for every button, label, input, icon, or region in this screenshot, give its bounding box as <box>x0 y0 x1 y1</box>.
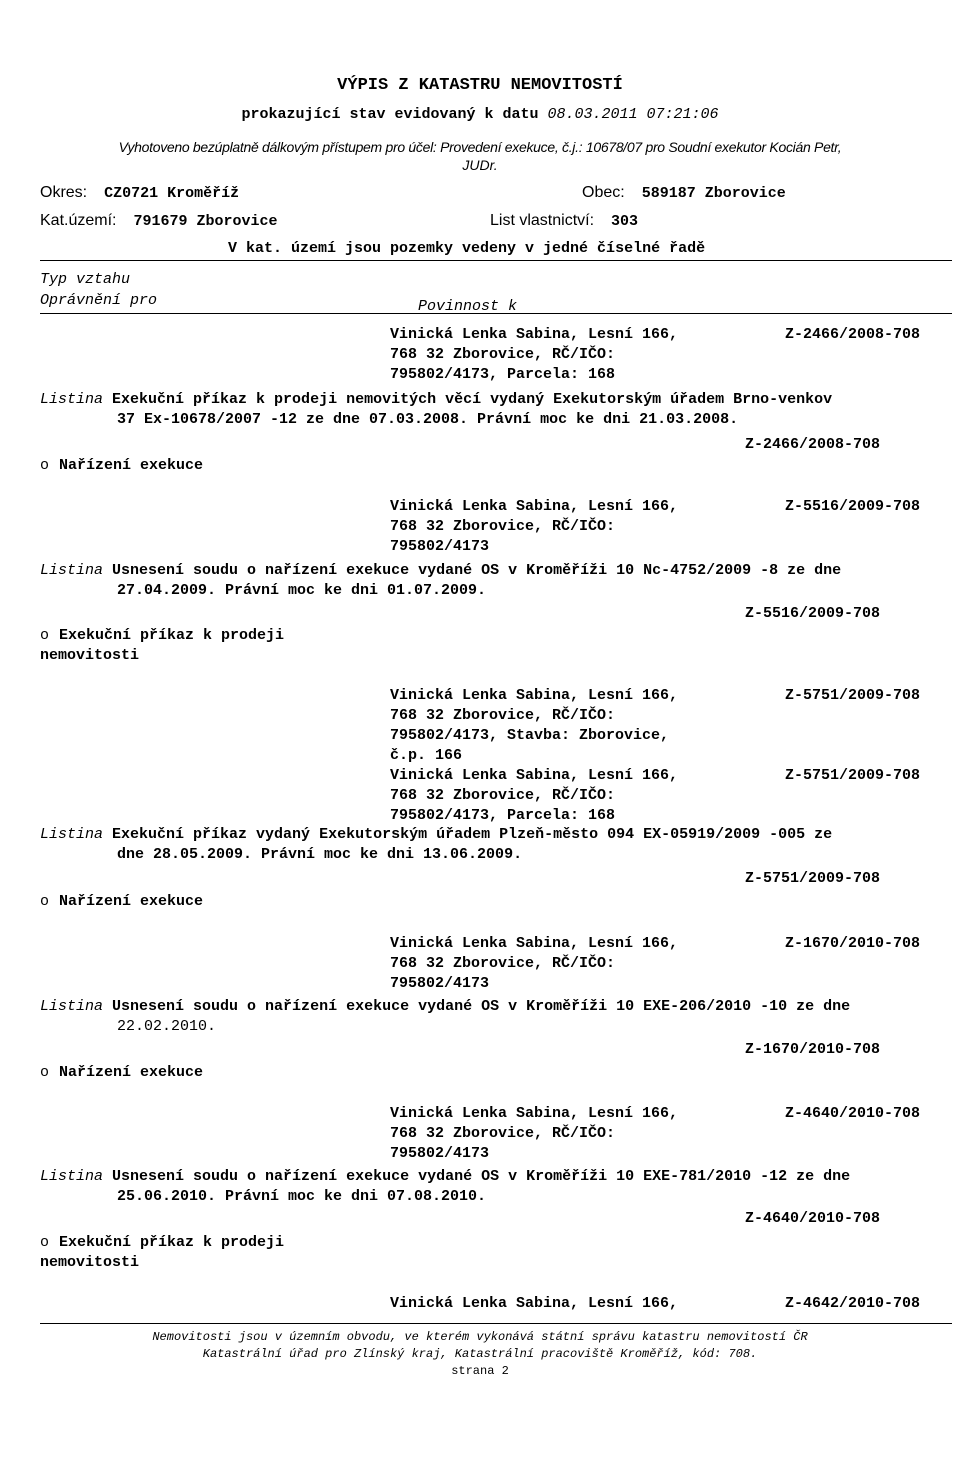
listina <box>40 390 930 430</box>
footer-rule <box>40 1323 952 1324</box>
party-line: Vinická Lenka Sabina, Lesní 166, Z-4640/2010-708 <box>390 1105 920 1122</box>
bullet-mark: o <box>40 627 50 644</box>
bullet-mark: o <box>40 1064 50 1081</box>
party-line: 768 32 Zborovice, RČ/IČO: <box>390 518 616 535</box>
listina-text: Usnesení soudu o nařízení exekuce vydané OS v Kroměříži 10 Nc-4752/2009 -8 ze dne <box>112 562 842 579</box>
footer-line-2: Katastrální úřad pro Zlínský kraj, Katastrální pracoviště Kroměříž, kód: 708. <box>202 1347 758 1361</box>
relation-type: o Nařízení exekuce <box>40 893 204 910</box>
party-line: 768 32 Zborovice, RČ/IČO: <box>390 346 616 363</box>
party-block <box>390 325 920 385</box>
listina-text-cont: 37 Ex-10678/2007 -12 ze dne 07.03.2008. Právní moc ke dni 21.03.2008. <box>117 411 739 428</box>
katuzemi-row <box>40 212 278 230</box>
party-line: 795802/4173 <box>390 975 490 992</box>
relation-type: o Exekuční příkaz k prodeji nemovitosti <box>40 1234 285 1271</box>
listina-text: Usnesení soudu o nařízení exekuce vydané OS v Kroměříži 10 EXE-206/2010 -10 ze dne <box>112 998 851 1015</box>
subtitle <box>0 106 960 123</box>
listina-text-cont: 27.04.2009. Právní moc ke dni 01.07.2009. <box>117 582 487 599</box>
katuzemi-value: 791679 Zborovice <box>133 213 278 230</box>
bullet-line-2: nemovitosti <box>40 647 140 664</box>
party-line: Vinická Lenka Sabina, Lesní 166, Z-5516/2009-708 <box>390 498 920 515</box>
footer-line-1: Nemovitosti jsou v územním obvodu, ve kterém vykonává státní správu katastru nemovitostí ČR <box>152 1330 808 1344</box>
z-reference: Z-2466/2008-708 <box>745 436 881 453</box>
column-rule <box>40 313 952 314</box>
obec-value: 589187 Zborovice <box>641 185 786 202</box>
party-line: 768 32 Zborovice, RČ/IČO: <box>390 1125 616 1142</box>
party-line: 795802/4173, Parcela: 168 <box>390 366 616 383</box>
listina <box>40 1167 930 1207</box>
listina <box>40 997 930 1037</box>
katuzemi-label: Kat.území: <box>40 212 117 229</box>
z-reference: Z-1670/2010-708 <box>745 1041 881 1058</box>
relation-type: o Nařízení exekuce <box>40 457 204 474</box>
party-line: Vinická Lenka Sabina, Lesní 166, Z-5751/2009-708 <box>390 767 920 784</box>
party-block <box>390 497 920 557</box>
page-title: VÝPIS Z KATASTRU NEMOVITOSTÍ <box>337 76 623 95</box>
party-line: Vinická Lenka Sabina, Lesní 166, Z-2466/2008-708 <box>390 326 920 343</box>
party-block <box>390 934 920 994</box>
header-rule <box>40 260 952 261</box>
purpose-line-2: JUDr. <box>462 157 498 173</box>
listina-text-cont: 25.06.2010. Právní moc ke dni 07.08.2010. <box>117 1188 487 1205</box>
party-line: 795802/4173, Stavba: Zborovice, <box>390 727 670 744</box>
party-block <box>390 1294 920 1314</box>
lv-value: 303 <box>611 213 639 230</box>
listina-label: Listina <box>40 391 104 408</box>
parcel-note: V kat. území jsou pozemky vedeny v jedné číselné řadě <box>228 240 706 257</box>
party-block <box>390 686 920 826</box>
party-line: 768 32 Zborovice, RČ/IČO: <box>390 787 616 804</box>
z-reference: Z-4640/2010-708 <box>745 1210 881 1227</box>
lv-row <box>490 212 638 230</box>
bullet-line-2: nemovitosti <box>40 1254 140 1271</box>
obec-label: Obec: <box>582 184 625 201</box>
page-number: strana 2 <box>451 1364 509 1378</box>
listina <box>40 825 930 865</box>
party-block <box>390 1104 920 1164</box>
column-opravneni-pro: Oprávnění pro <box>40 292 158 309</box>
listina-label: Listina <box>40 826 104 843</box>
listina <box>40 561 930 601</box>
party-line: Vinická Lenka Sabina, Lesní 166, Z-1670/2010-708 <box>390 935 920 952</box>
party-line: 768 32 Zborovice, RČ/IČO: <box>390 707 616 724</box>
listina-text: Exekuční příkaz vydaný Exekutorským úřadem Plzeň-město 094 EX-05919/2009 -005 ze <box>112 826 833 843</box>
listina-text-cont: dne 28.05.2009. Právní moc ke dni 13.06.2009. <box>117 846 523 863</box>
listina-label: Listina <box>40 1168 104 1185</box>
party-line: Vinická Lenka Sabina, Lesní 166, Z-5751/2009-708 <box>390 687 920 704</box>
relation-type: o Nařízení exekuce <box>40 1064 204 1081</box>
bullet-mark: o <box>40 893 50 910</box>
party-line: 795802/4173 <box>390 538 490 555</box>
listina-text-cont: 22.02.2010. <box>117 1018 217 1035</box>
column-typ-vztahu: Typ vztahu <box>40 271 131 288</box>
okres-value: CZ0721 Kroměříž <box>104 185 240 202</box>
party-line: 768 32 Zborovice, RČ/IČO: <box>390 955 616 972</box>
footer <box>100 1329 860 1380</box>
party-line: 795802/4173, Parcela: 168 <box>390 807 616 824</box>
okres-label: Okres: <box>40 184 88 201</box>
listina-label: Listina <box>40 562 104 579</box>
subtitle-prefix: prokazující stav evidovaný k datu <box>241 106 539 123</box>
listina-text: Exekuční příkaz k prodeji nemovitých věcí vydaný Exekutorským úřadem Brno-venkov <box>112 391 833 408</box>
z-reference: Z-5516/2009-708 <box>745 605 881 622</box>
listina-label: Listina <box>40 998 104 1015</box>
party-line: č.p. 166 <box>390 747 463 764</box>
subtitle-date: 08.03.2011 07:21:06 <box>547 106 719 123</box>
purpose-line-1: Vyhotoveno bezúplatně dálkovým přístupem pro účel: Provedení exekuce, č.j.: 10678/07 pro Soudní exekutor Kocián Petr, <box>118 139 842 155</box>
obec-row <box>582 184 786 202</box>
relation-type: o Exekuční příkaz k prodeji nemovitosti <box>40 627 285 664</box>
okres-row <box>40 184 239 202</box>
bullet-mark: o <box>40 457 50 474</box>
column-povinnost-k: Povinnost k <box>418 298 518 315</box>
party-line: Vinická Lenka Sabina, Lesní 166, Z-4642/2010-708 <box>390 1295 920 1312</box>
bullet-mark: o <box>40 1234 50 1251</box>
party-line: 795802/4173 <box>390 1145 490 1162</box>
z-reference: Z-5751/2009-708 <box>745 870 881 887</box>
lv-label: List vlastnictví: <box>490 212 595 229</box>
listina-text: Usnesení soudu o nařízení exekuce vydané OS v Kroměříži 10 EXE-781/2010 -12 ze dne <box>112 1168 851 1185</box>
